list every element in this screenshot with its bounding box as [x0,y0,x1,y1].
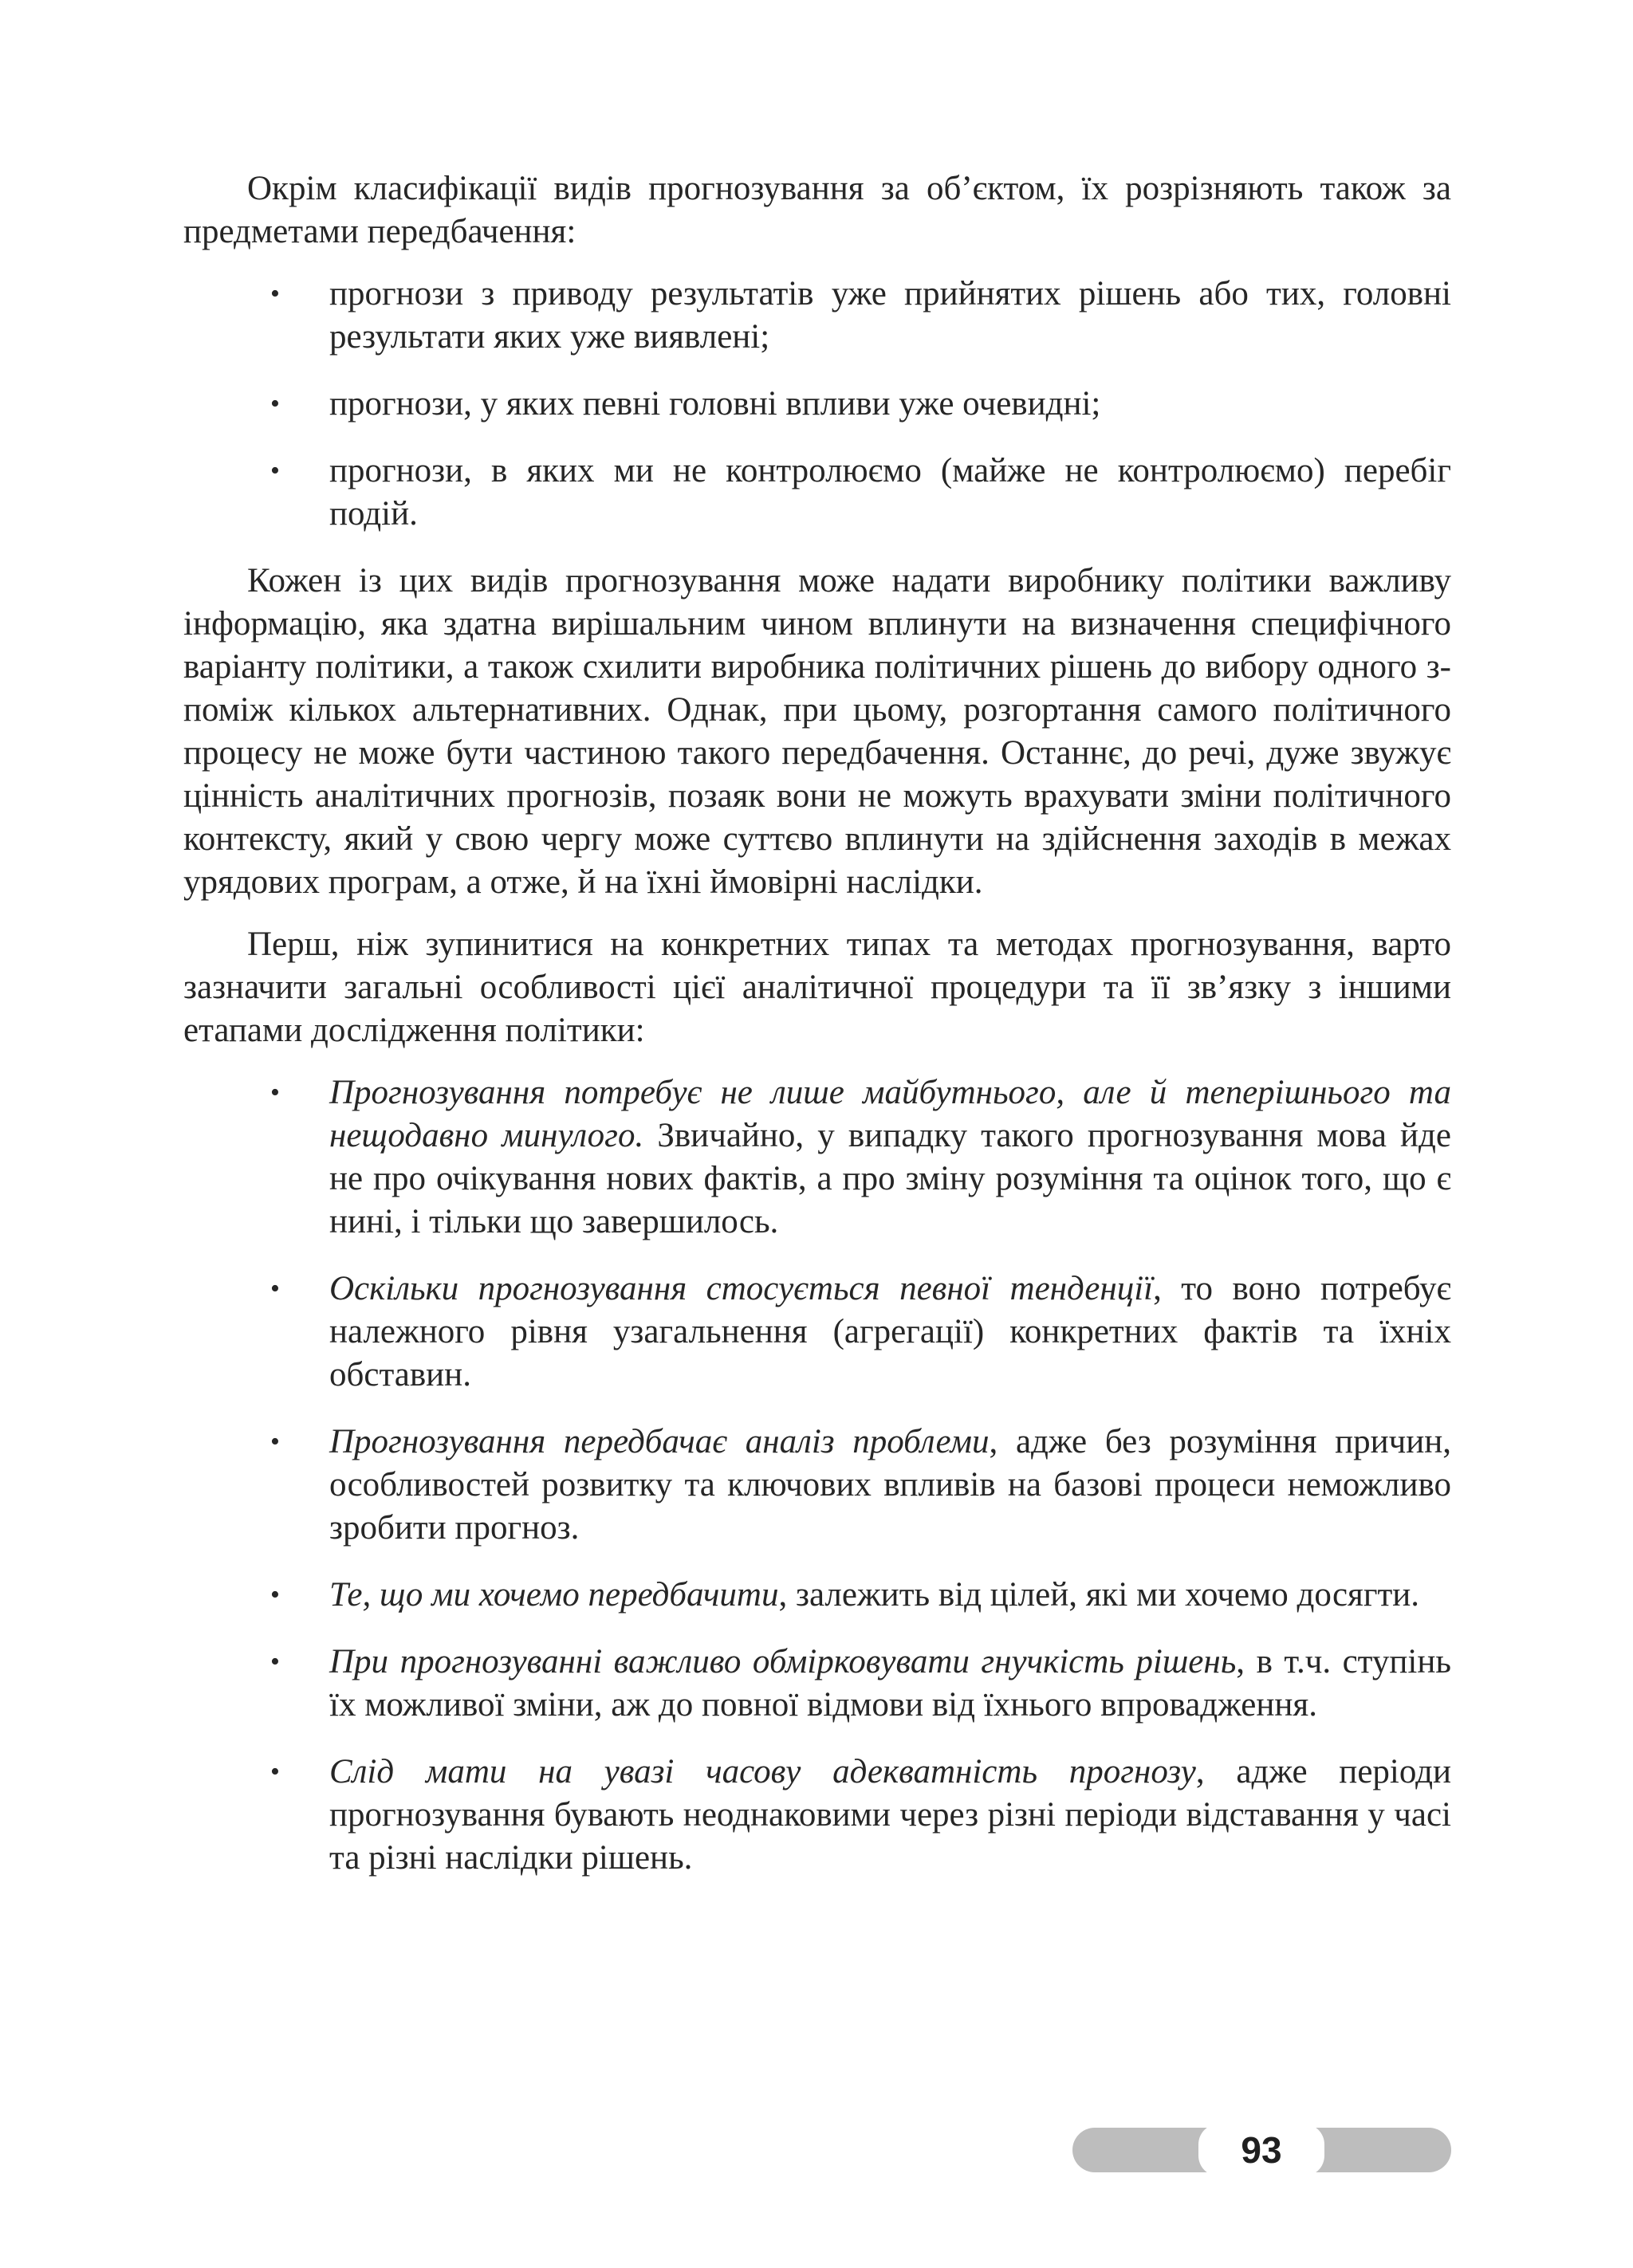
list-item [270,1421,1451,1550]
bullet-icon: • [270,1580,280,1610]
list-item-text: , залежить від цілей, які ми хочемо досягти. [778,1576,1420,1614]
bullet-icon: • [270,1427,280,1456]
bullet-icon: • [270,1647,280,1676]
list-item-emphasis: При прогнозуванні важливо обмірковувати гнучкість рішень [329,1643,1237,1680]
list-item [270,450,1451,536]
list-item-text: прогнози, у яких певні головні впливи уже очевидні; [329,385,1101,423]
list-item [270,273,1451,359]
list-item-text: прогнози з приводу результатів уже прийнятих рішень або тих, головні результати яких уже виявлені; [329,275,1451,356]
list-item-text: , адже періоди прогнозування бувають неоднаковими через різні періоди відставання у часі та різні наслідки рішень. [329,1753,1451,1877]
list-item-text: Звичайно, у випадку такого прогнозування мова йде не про очікування нових фактів, а про зміну розуміння та оцінок того, що є нині, і тільки що завершилось. [329,1117,1452,1240]
list-item-emphasis: Прогнозування потребує не лише майбутнього, але й теперішнього та нещодавно минулого. [329,1074,1451,1154]
bullet-icon: • [270,456,280,485]
list-item [270,1751,1451,1880]
list-item-emphasis: Оскільки прогнозування стосується певної тенденції [329,1270,1154,1307]
page-number: 93 [1241,2129,1282,2171]
paragraph-forecast-value: Кожен із цих видів прогнозування може надати виробнику політики важливу інформацію, яка здатна вирішальним чином вплинути на визначення специфічного варіанту політики, а також схилити виробника політичних рішень до вибору одного з-поміж кількох альтернативних. Однак, при цьому, розгортання самого політичного процесу не може бути частиною такого передбачення. Останнє, до речі, дуже звужує цінність аналітичних прогнозів, позаяк вони не можуть врахувати зміни політичного контексту, який у свою чергу може суттєво вплинути на здійснення заходів в межах урядових програм, а отже, й на їхні ймовірні наслідки. [183,562,1451,901]
list-item-text: прогнози, в яких ми не контролюємо (майже не контролюємо) перебіг подій. [329,452,1451,533]
list-item-text: , то воно потребує належного рівня узагальнення (агрегації) конкретних фактів та їхніх обставин. [329,1270,1451,1393]
list-item-emphasis: Слід мати на увазі часову адекватність прогнозу [329,1753,1196,1790]
list-item [270,1574,1451,1617]
bullet-icon: • [270,1078,280,1107]
list-item [270,1268,1451,1397]
bullet-icon: • [270,279,280,309]
list-item-emphasis: Те, що ми хочемо передбачити [329,1576,779,1614]
bullet-icon: • [270,1757,280,1786]
page-content [183,167,1451,1904]
bullet-icon: • [270,1274,280,1303]
list-item [270,383,1451,426]
forecast-subject-list [183,273,1451,536]
list-item [270,1071,1452,1244]
list-item-emphasis: Прогнозування передбачає аналіз проблеми [329,1423,990,1460]
paragraph-features-intro: Перш, ніж зупинитися на конкретних типах та методах прогнозування, варто зазначити загальні особливості цієї аналітичної процедури та її зв’язку з іншими етапами дослідження політики: [183,926,1451,1049]
forecast-features-list [183,1071,1451,1880]
bullet-icon: • [270,389,280,419]
list-item-text: , адже без розуміння причин, особливостей розвитку та ключових впливів на базові процеси неможливо зробити прогноз. [329,1423,1451,1547]
list-item [270,1641,1451,1727]
list-item-text: , в т.ч. ступінь їх можливої зміни, аж до повної відмови від їхнього впровадження. [329,1643,1451,1724]
paragraph-intro: Окрім класифікації видів прогнозування за об’єктом, їх розрізняють також за предметами передбачення: [183,170,1451,250]
